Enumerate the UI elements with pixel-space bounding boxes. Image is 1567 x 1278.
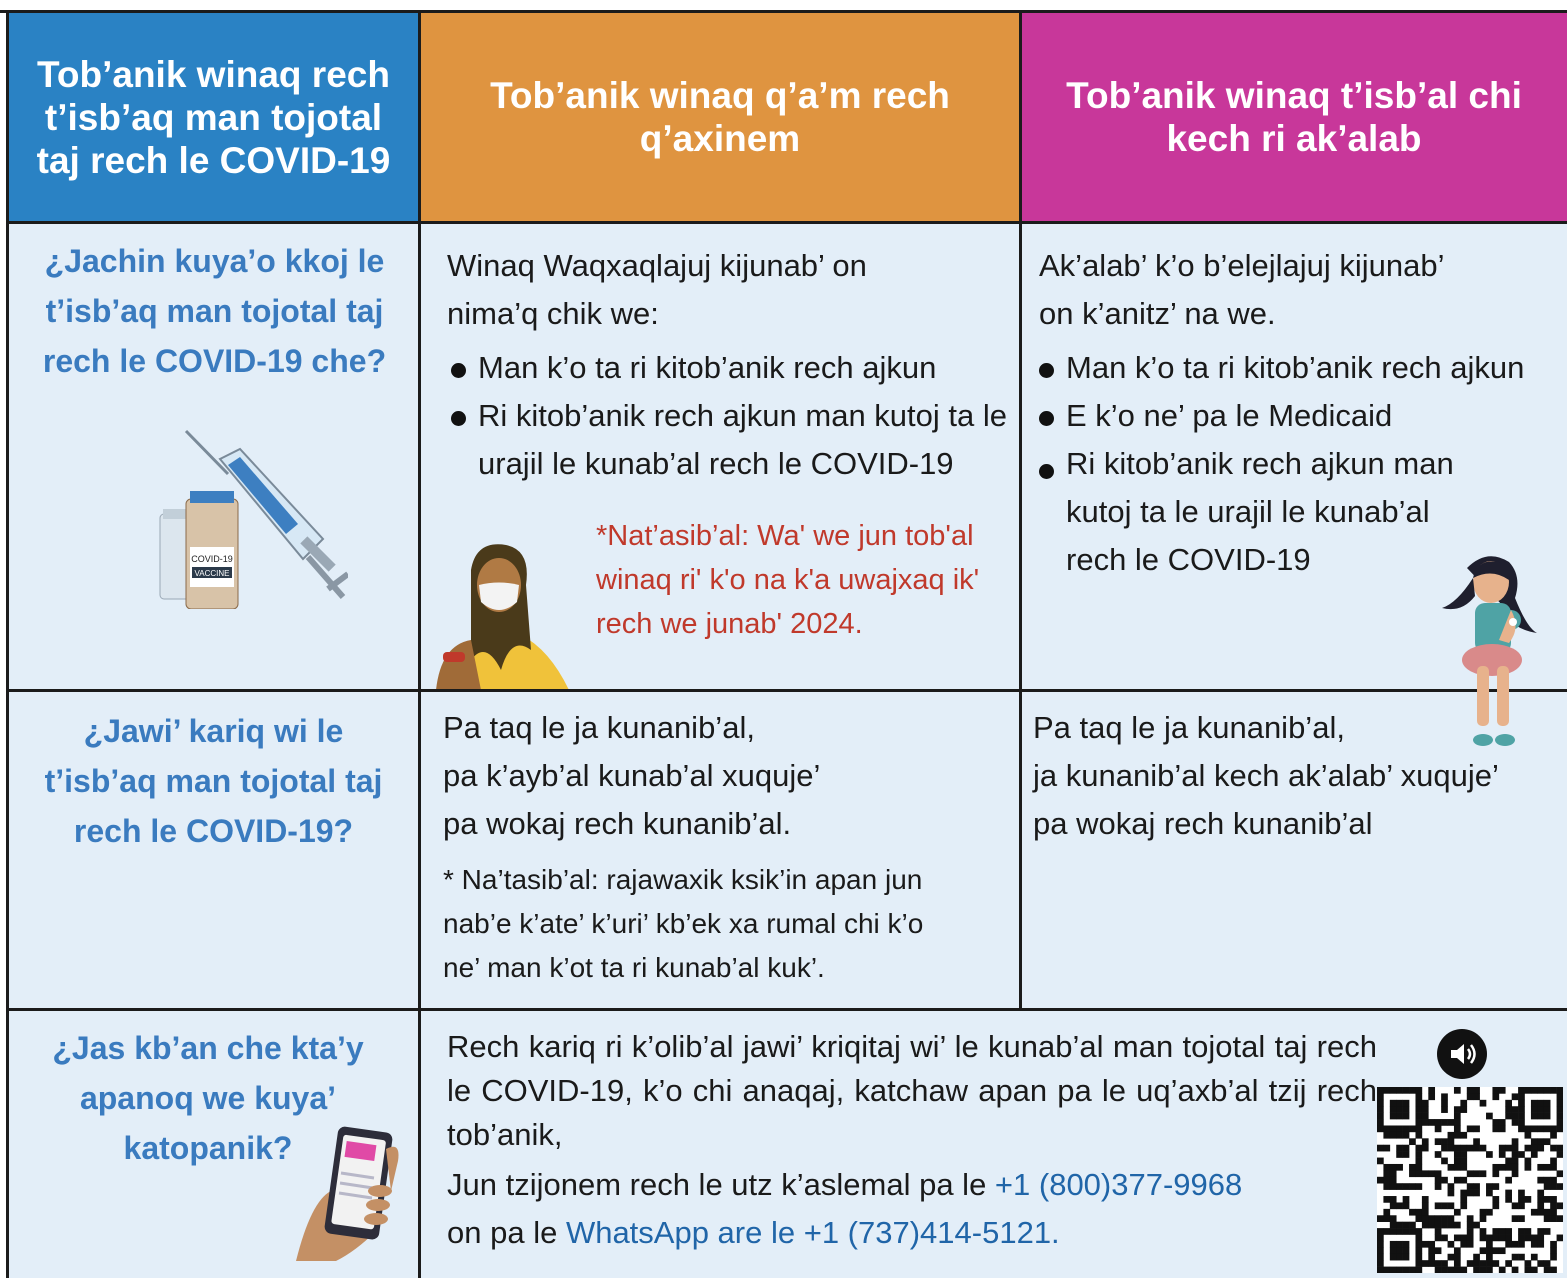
header-3-text: Tob’anik winaq t’isb’al chi kech ri ak’alab bbox=[1066, 75, 1522, 159]
woman-illustration bbox=[431, 540, 571, 690]
header-cell-1 bbox=[8, 12, 419, 222]
phone-hand-illustration bbox=[296, 1121, 406, 1261]
row1-col2-bullet-2: Ri kitob’anik rech ajkun man kutoj ta le urajil le kunab’al rech le COVID-19 bbox=[451, 392, 1011, 488]
row3-question: ¿Jas kb’an che kta’y apanoq we kuya’ katopanik? bbox=[52, 1030, 364, 1166]
row1-col3-intro: Ak’alab’ k’o b’elejlajuj kijunab’ on k’anitz’ na we. bbox=[1039, 248, 1444, 331]
whatsapp-link[interactable]: WhatsApp are le +1 (737)414-5121. bbox=[565, 1215, 1060, 1250]
divider-row-1 bbox=[6, 221, 1567, 224]
border-left bbox=[6, 10, 9, 1278]
row3-text-3: on pa le WhatsApp are le +1 (737)414-5121. bbox=[447, 1215, 1060, 1250]
row1-question: ¿Jachin kuya’o kkoj le t’isb’aq man tojotal taj rech le COVID-19 che? bbox=[42, 243, 387, 379]
row2-col2-note: * Na’tasib’al: rajawaxik ksik’in apan jun nab’e k’ate’ k’uri’ kb’ek xa rumal chi k’o ne’ man k’ot ta ri kunab’al kuk’. bbox=[443, 864, 924, 983]
row3-text-2: Jun tzijonem rech le utz k’aslemal pa le +1 (800)377-9968 bbox=[447, 1167, 1243, 1202]
row2-col2-cell bbox=[421, 692, 1019, 1009]
qr-code[interactable] bbox=[1377, 1087, 1563, 1273]
row2-col3-line-1: Pa taq le ja kunanib’al, bbox=[1033, 710, 1345, 745]
row1-col2-note: *Nat’asib’al: Wa' we jun tob'al winaq ri' k'o na k'a uwajxaq ik' rech we junab' 2024. bbox=[596, 520, 980, 640]
row1-col2-intro: Winaq Waqxaqlajuj kijunab’ on nima’q chik we: bbox=[447, 248, 867, 331]
border-top bbox=[0, 10, 1567, 13]
header-cell-3 bbox=[1021, 12, 1567, 222]
vaccine-illustration bbox=[158, 429, 348, 609]
header-2-text: Tob’anik winaq q’a’m rech q’axinem bbox=[490, 75, 950, 159]
divider-col-2 bbox=[1019, 10, 1022, 1009]
header-1-text: Tob’anik winaq rech t’isb’aq man tojotal taj rech le COVID-19 bbox=[36, 53, 391, 181]
divider-row-3 bbox=[6, 1008, 1567, 1011]
row3-text-1: Rech kariq ri k’olib’al jawi’ kriqitaj wi’ le kunab’al man tojotal taj rech le COVID-19, k’o chi anaqaj, katchaw apan pa le uq’axb’al tzij rech tob’anik, bbox=[447, 1029, 1377, 1152]
row2-col2-line-1: Pa taq le ja kunanib’al, bbox=[443, 710, 755, 745]
vial-icon bbox=[160, 491, 238, 609]
row2-col2-line-2: pa k’ayb’al kunab’al xuquje’ bbox=[443, 758, 821, 793]
row3-content-cell bbox=[421, 1011, 1567, 1278]
divider-col-1 bbox=[418, 10, 421, 1278]
divider-row-2 bbox=[6, 689, 1567, 692]
row2-col3-line-3: pa wokaj rech kunanib’al bbox=[1033, 806, 1373, 841]
row1-col3-bullet-1: Man k’o ta ri kitob’anik rech ajkun bbox=[1039, 344, 1567, 392]
speaker-icon[interactable] bbox=[1437, 1029, 1487, 1079]
row3-question-cell bbox=[8, 1011, 419, 1278]
phone-link[interactable]: +1 (800)377-9968 bbox=[994, 1167, 1243, 1202]
row2-question-cell bbox=[8, 692, 419, 1009]
row2-question: ¿Jawi’ kariq wi le t’isb’aq man tojotal taj rech le COVID-19? bbox=[44, 713, 383, 849]
row1-col2-cell bbox=[421, 224, 1019, 690]
vaccine-label-2: VACCINE bbox=[194, 569, 230, 578]
row2-col2-line-3: pa wokaj rech kunanib’al. bbox=[443, 806, 792, 841]
vaccine-label-1: COVID-19 bbox=[191, 554, 233, 564]
row1-question-cell bbox=[8, 224, 419, 690]
row1-col3-bullet-2: E k’o ne’ pa le Medicaid bbox=[1039, 392, 1567, 440]
header-cell-2 bbox=[421, 12, 1019, 222]
row2-col3-line-2: ja kunanib’al kech ak’alab’ xuquje’ bbox=[1033, 758, 1499, 793]
row1-col3-bullet-3: Ri kitob’anik rech ajkun man kutoj ta le urajil le kunab’al rech le COVID-19 bbox=[1039, 440, 1459, 584]
girl-illustration bbox=[1437, 548, 1547, 758]
row1-col2-bullet-1: Man k’o ta ri kitob’anik rech ajkun bbox=[451, 344, 1011, 392]
